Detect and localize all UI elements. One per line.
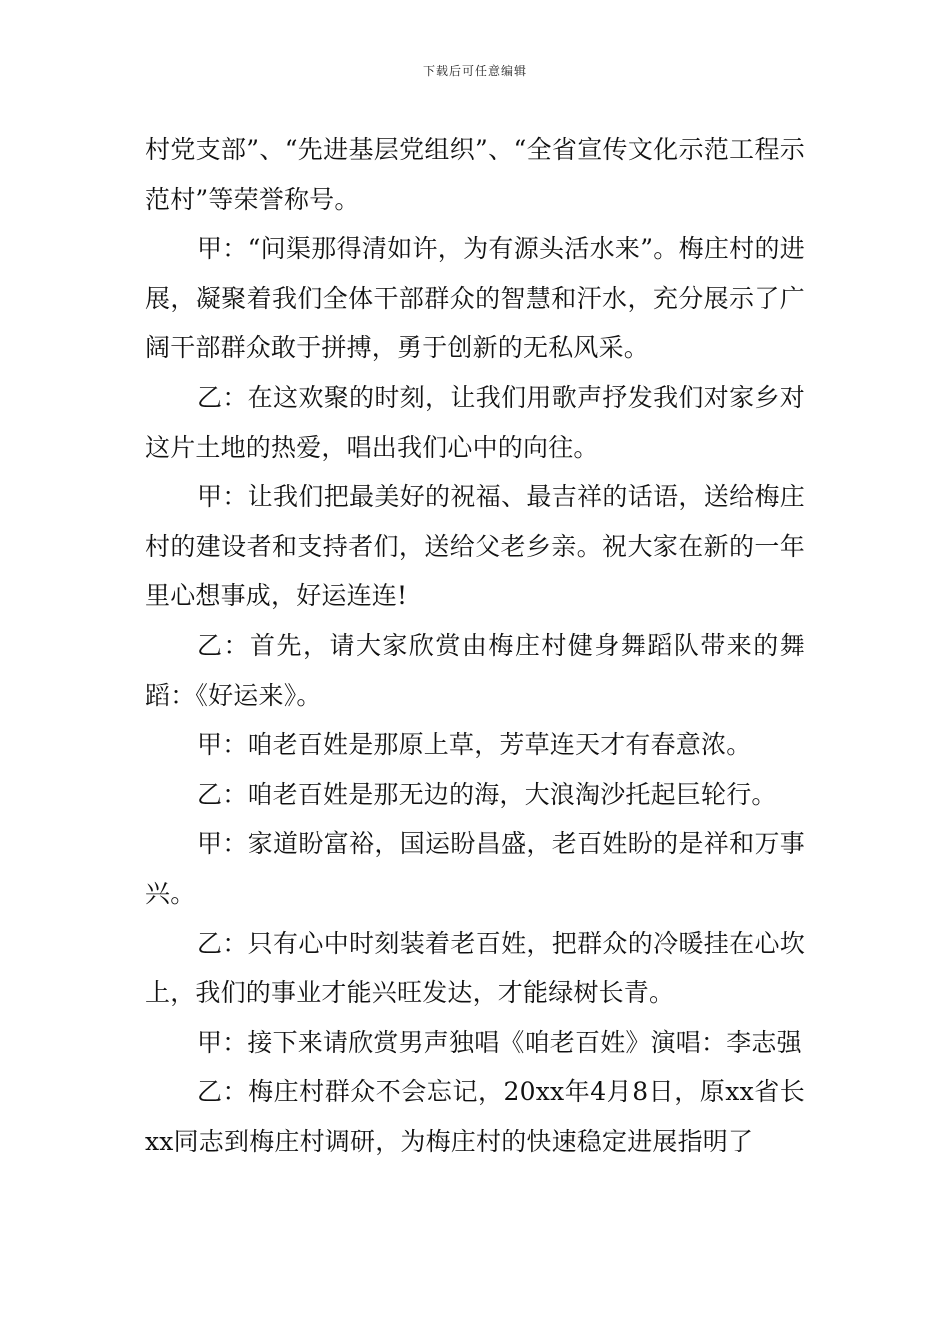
paragraph-jia-blessing: 甲：让我们把最美好的祝福、最吉祥的话语，送给梅庄村的建设者和支持者们，送给父老乡亲。祝大家在新的一年里心想事成，好运连连! <box>145 482 805 611</box>
paragraph-yi-visit: 乙：梅庄村群众不会忘记，20xx年4月8日，原xx省长xx同志到梅庄村调研，为梅庄村的快速稳定进展指明了 <box>145 1077 805 1156</box>
paragraph-jia-solo: 甲：接下来请欣赏男声独唱《咱老百姓》演唱：李志强 <box>197 1027 802 1057</box>
header-note: 下载后可任意编辑 <box>422 64 527 78</box>
paragraph-yi-people: 乙：只有心中时刻装着老百姓，把群众的冷暖挂在心坎上，我们的事业才能兴旺发达，才能绿树长青。 <box>145 928 805 1008</box>
paragraph-jia-prosperity: 甲：家道盼富裕，国运盼昌盛，老百姓盼的是祥和万事兴。 <box>145 829 805 908</box>
paragraph-jia-quote: 甲：“问渠那得清如许，为有源头活水来”。梅庄村的进展，凝聚着我们全体干部群众的智慧和汗水，充分展示了广阔干部群众敢于拼搏，勇于创新的无私风采。 <box>145 234 805 363</box>
paragraph-yi-song: 乙：在这欢聚的时刻，让我们用歌声抒发我们对家乡对这片土地的热爱，唱出我们心中的向往。 <box>145 382 805 462</box>
paragraph-yi-sea: 乙：咱老百姓是那无边的海，大浪淘沙托起巨轮行。 <box>197 779 777 809</box>
paragraph-continuation: 村党支部”、“先进基层党组织”、“全省宣传文化示范工程示范村”等荣誉称号。 <box>145 135 805 214</box>
paragraph-yi-dance: 乙：首先，请大家欣赏由梅庄村健身舞蹈队带来的舞蹈：《好运来》。 <box>145 630 805 710</box>
document-body <box>145 125 805 1166</box>
paragraph-jia-grass: 甲：咱老百姓是那原上草，芳草连天才有春意浓。 <box>197 730 752 760</box>
